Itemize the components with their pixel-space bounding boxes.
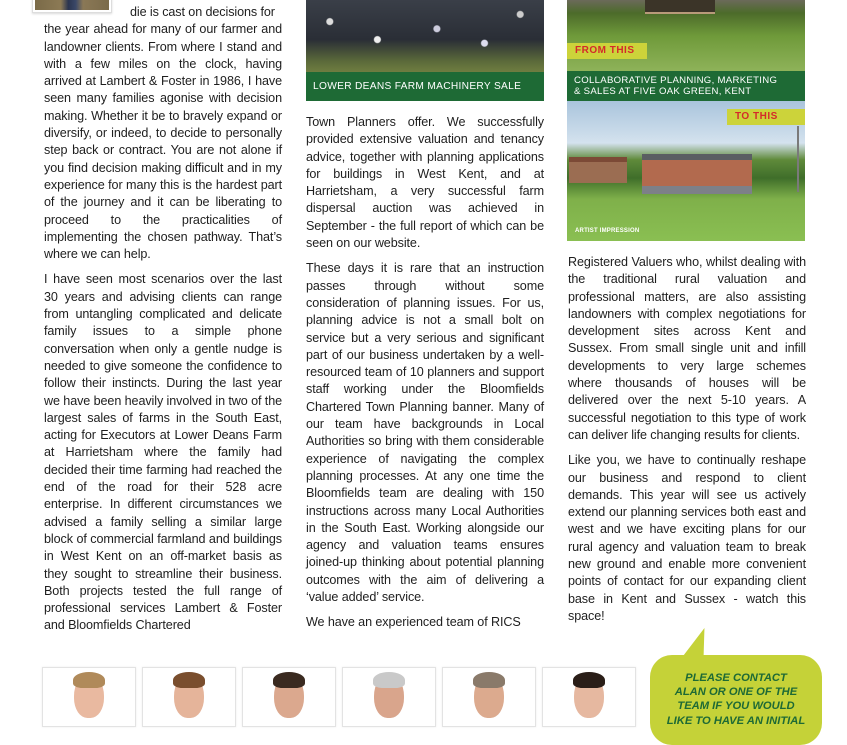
paragraph: Like you, we have to continually reshape our business and respond to client demands. This year will see us actively extend our planning services both east and west and we have exciting plans for our rural agency and valuation team to break new ground and enable more convenient points of contact for our expanding client base in Kent and Sussex - watch this space! (568, 453, 806, 623)
paragraph (44, 4, 282, 263)
hair (173, 672, 205, 688)
article-column-2 (306, 114, 544, 640)
caption-line: & SALES AT FIVE OAK GREEN, KENT (574, 86, 752, 97)
contact-callout-bubble (650, 655, 822, 745)
telegraph-pole-shape (797, 126, 799, 192)
article-column-1 (44, 4, 282, 643)
hair (573, 672, 605, 688)
caption-line: COLLABORATIVE PLANNING, MARKETING (574, 75, 778, 86)
hair (273, 672, 305, 688)
paragraph-text: the year ahead for many of our farmer and landowner clients. From where I stand and with a few miles on the clock, having arrived at Lambert & Foster in 1986, I have seen many families agonise with decision making. Whether it be to bravely expand or diversify, or indeed, to decide to personally step back or contract. You are not alone if you find decision making difficult and in my experience for many this is the hardest part of the journey and it can be liberating to proceed to the practicalities of implementing the chosen pathway. That’s where we can help. (44, 22, 282, 262)
outbuilding-shape (569, 157, 627, 183)
paragraph-first-line: die is cast on decisions for (130, 5, 275, 19)
team-member-photo (342, 667, 436, 727)
callout-line: TEAM IF YOU WOULD (677, 700, 795, 713)
to-this-tag: TO THIS (727, 109, 805, 125)
callout-line: ALAN OR ONE OF THE (674, 686, 798, 699)
house-shape (642, 154, 752, 194)
callout-line: PLEASE CONTACT (685, 672, 787, 684)
team-member-photo (142, 667, 236, 727)
paragraph: I have seen most scenarios over the last 30 years and advising clients can range from untangling complicated and delicate family issues to a simple phone conversation when only a gentle nudge is needed to give someone the confidence to follow their instincts. During the last year we have been heavily involved in two of the largest sales of farms in the South East, acting for Executors at Lower Deans Farm at Harrietsham where the family had decided their time farming had reached the end of the road for their 528 acre enterprise. In different circumstances we advised a family selling a similar large block of commercial farmland and buildings in West Kent on an off-market basis as they sought to streamline their business. Both projects tested the full range of professional services Lambert & Foster and Bloomfields Chartered (44, 272, 282, 633)
barn-shape (645, 0, 715, 14)
photo-caption: LOWER DEANS FARM MACHINERY SALE (306, 72, 544, 101)
hair (373, 672, 405, 688)
article-column-3 (568, 254, 806, 633)
paragraph: Registered Valuers who, whilst dealing with the traditional rural valuation and professional matters, are also assisting landowners with complex negotiations for development sites across Kent and Sussex. From small single unit and infill developments to very large schemes where thousands of houses will be delivered over the next 5-10 years. A successful negotiation to this type of work can deliver life changing results for clients. (568, 255, 806, 442)
hair (473, 672, 505, 688)
hair (73, 672, 105, 688)
paragraph: These days it is rare that an instruction passes through without some consideration of planning issues. For us, planning advice is not a small bolt on service but a very serious and significant part of our business undertaken by a well-resourced team of 10 planners and support staff working under the Bloomfields Chartered Town Planning banner. Many of our team have backgrounds in Local Authorities so bring with them considerable experience of navigating the complex planning processes. At any one time the Bloomfields team are dealing with 150 instructions across many Local Authorities in the South East. Working alongside our agency and valuation teams ensures joined-up thinking about potential planning outcomes with the aim of delivering a ‘value added’ service. (306, 261, 544, 605)
panel-caption (567, 71, 805, 101)
paragraph: Town Planners offer. We successfully provided extensive valuation and tenancy advice, together with planning applications for buildings in West Kent, and at Harrietsham, a very successful farm dispersal auction was achieved in September - the full report of which can be seen on our website. (306, 115, 544, 251)
team-member-photo (542, 667, 636, 727)
team-photo-strip (42, 667, 636, 727)
paragraph: We have an experienced team of RICS (306, 615, 521, 630)
team-member-photo (242, 667, 336, 727)
team-member-photo (42, 667, 136, 727)
artist-impression-label: ARTIST IMPRESSION (575, 228, 640, 234)
callout-line: LIKE TO HAVE AN INITIAL (666, 714, 806, 727)
before-site-photo (567, 0, 805, 72)
machinery-sale-crowd-photo (306, 0, 544, 72)
team-member-photo (442, 667, 536, 727)
from-this-tag: FROM THIS (567, 43, 647, 59)
